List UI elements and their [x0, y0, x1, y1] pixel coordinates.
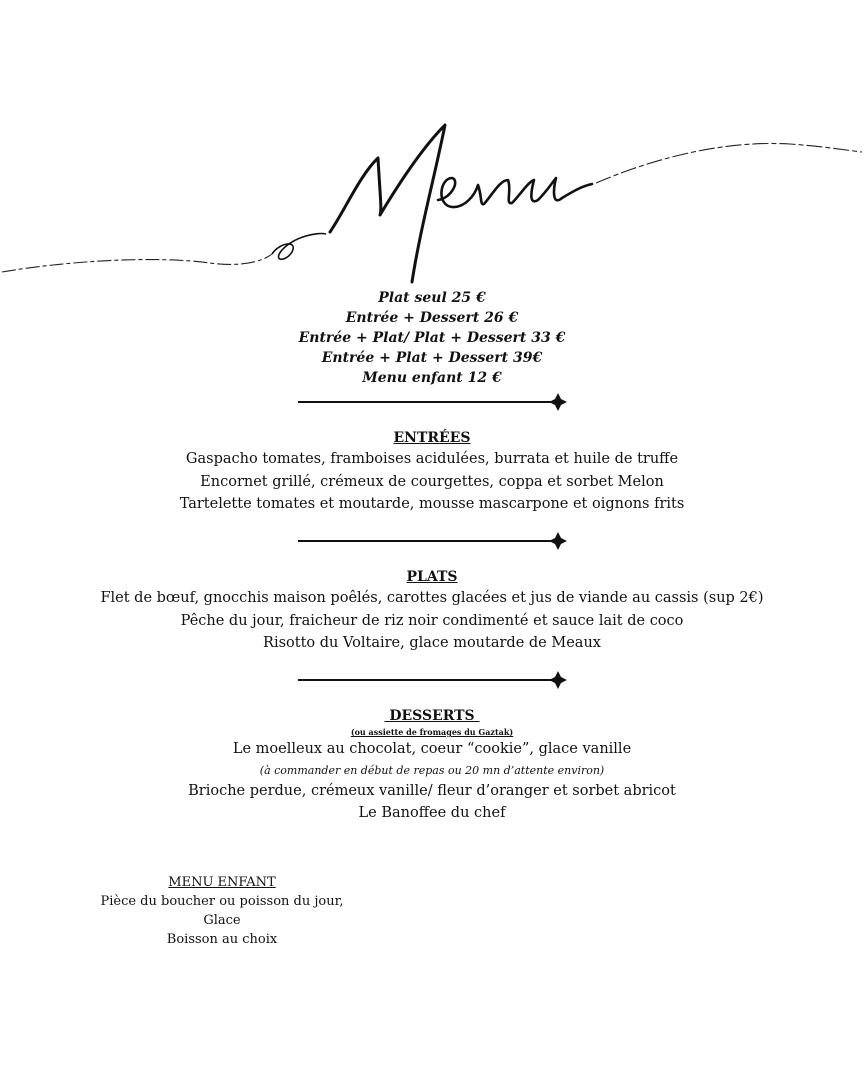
price-list: [0, 288, 864, 388]
dish-item: Le Banoffee du chef: [358, 805, 506, 821]
price-item: Menu enfant 12 €: [362, 370, 502, 386]
kids-menu-section: [92, 873, 352, 949]
dessert-note: (à commander en début de repas ou 20 mn d’attente environ): [259, 763, 605, 777]
dish-item: Flet de bœuf, gnocchis maison poêlés, carottes glacées et jus de viande au cassis (sup 2€): [100, 590, 764, 606]
price-item: Plat seul 25 €: [378, 290, 486, 306]
price-item: Entrée + Plat/ Plat + Dessert 33 €: [298, 330, 566, 346]
separator-3: [298, 671, 567, 689]
plats-section: [0, 567, 864, 655]
dish-item: Gaspacho tomates, framboises acidulées, burrata et huile de truffe: [185, 451, 679, 467]
price-item: Entrée + Plat + Dessert 39€: [321, 350, 543, 366]
entrees-section: [0, 428, 864, 516]
desserts-subtitle: (ou assiette de fromages du Gaztak): [350, 727, 514, 737]
kids-menu-title: MENU ENFANT: [168, 875, 276, 890]
price-item: Entrée + Dessert 26 €: [345, 310, 519, 326]
entrees-title: ENTRÉES: [393, 430, 471, 446]
dish-item: Pêche du jour, fraicheur de riz noir condimenté et sauce lait de coco: [180, 612, 684, 629]
menu-script-title: [0, 0, 864, 300]
kids-menu-item: Glace: [203, 913, 241, 928]
desserts-title: DESSERTS: [384, 708, 480, 724]
kids-menu-item: Boisson au choix: [166, 932, 278, 947]
dish-item: Brioche perdue, crémeux vanille/ fleur d’oranger et sorbet abricot: [188, 782, 676, 799]
desserts-section: [0, 706, 864, 825]
dish-item: Encornet grillé, crémeux de courgettes, coppa et sorbet Melon: [200, 473, 664, 490]
separator-2: [298, 532, 567, 550]
dish-item: Tartelette tomates et moutarde, mousse mascarpone et oignons frits: [179, 496, 685, 512]
kids-menu-item: Pièce du boucher ou poisson du jour,: [100, 894, 344, 909]
dish-item: Le moelleux au chocolat, coeur “cookie”, glace vanille: [232, 741, 632, 757]
dish-item: Risotto du Voltaire, glace moutarde de Meaux: [263, 635, 601, 651]
separator-1: [298, 393, 567, 411]
plats-title: PLATS: [406, 569, 458, 585]
